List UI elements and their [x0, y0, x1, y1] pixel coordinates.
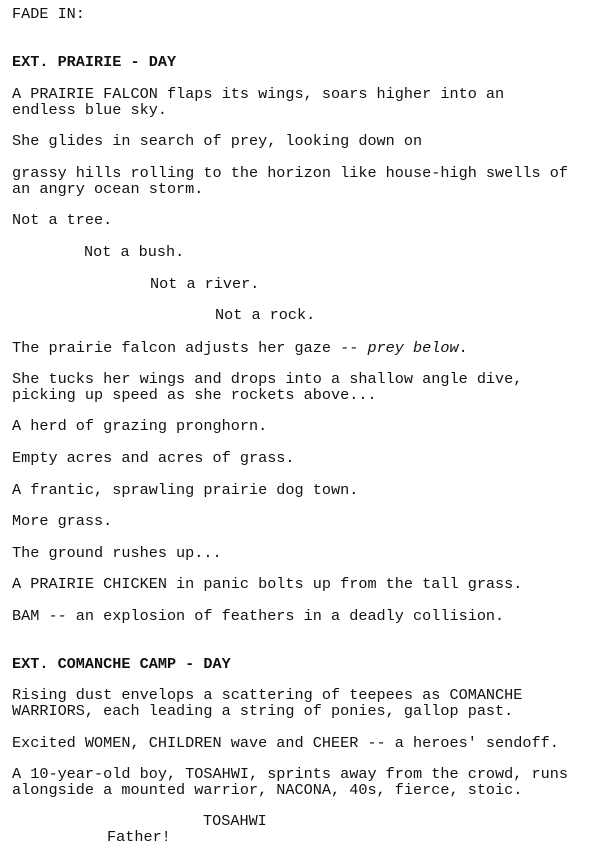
scene-heading-prairie: EXT. PRAIRIE - DAY — [12, 53, 177, 71]
action-line: A PRAIRIE FALCON flaps its wings, soars higher into an — [12, 85, 505, 103]
action-line: picking up speed as she rockets above... — [12, 386, 377, 404]
character-name: TOSAHWI — [203, 812, 267, 830]
scene-heading-comanche-camp: EXT. COMANCHE CAMP - DAY — [12, 655, 231, 673]
action-line: A frantic, sprawling prairie dog town. — [12, 481, 359, 499]
action-line: Not a tree. — [12, 211, 113, 229]
action-line: She tucks her wings and drops into a shallow angle dive, — [12, 370, 523, 388]
action-line: Not a bush. — [84, 243, 185, 261]
action-line: The ground rushes up... — [12, 544, 222, 562]
action-line: Excited WOMEN, CHILDREN wave and CHEER -- a heroes' sendoff. — [12, 734, 559, 752]
action-line: More grass. — [12, 512, 113, 530]
action-line: BAM -- an explosion of feathers in a deadly collision. — [12, 607, 505, 625]
action-line: Rising dust envelops a scattering of teepees as COMANCHE — [12, 686, 523, 704]
action-line: alongside a mounted warrior, NACONA, 40s, fierce, stoic. — [12, 781, 523, 799]
action-line: She glides in search of prey, looking down on — [12, 132, 423, 150]
dialogue: Father! — [107, 828, 171, 846]
action-line: Not a river. — [150, 275, 260, 293]
action-text: . — [458, 339, 468, 357]
action-line: Empty acres and acres of grass. — [12, 449, 295, 467]
action-emphasis: prey below — [367, 339, 459, 357]
action-line: A PRAIRIE CHICKEN in panic bolts up from the tall grass. — [12, 575, 523, 593]
action-line: grassy hills rolling to the horizon like house-high swells of — [12, 164, 568, 182]
action-line: Not a rock. — [215, 306, 316, 324]
action-line: an angry ocean storm. — [12, 180, 204, 198]
action-line: WARRIORS, each leading a string of ponies, gallop past. — [12, 702, 514, 720]
action-line: endless blue sky. — [12, 101, 167, 119]
action-line: A 10-year-old boy, TOSAHWI, sprints away from the crowd, runs — [12, 765, 568, 783]
transition: FADE IN: — [12, 5, 85, 23]
action-line: A herd of grazing pronghorn. — [12, 417, 268, 435]
action-text: The prairie falcon adjusts her gaze -- — [12, 339, 368, 357]
action-line — [12, 340, 468, 356]
